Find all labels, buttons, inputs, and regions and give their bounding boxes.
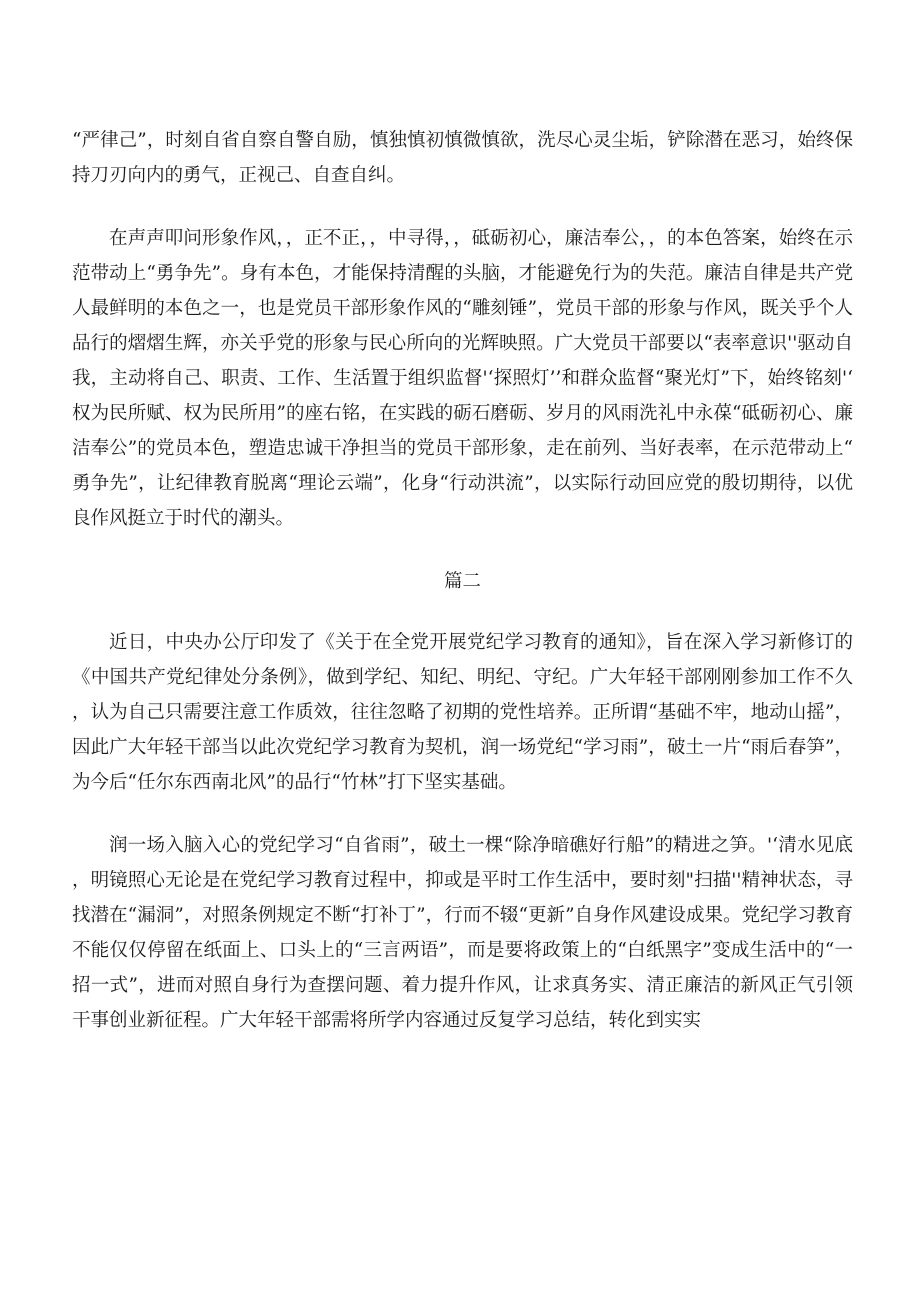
section-title: 篇二 — [443, 571, 481, 592]
document-body — [72, 123, 853, 1066]
paragraph-4: 润一场入脑入心的党纪学习“自省雨”，破土一棵“除净暗礁好行船”的精进之笋。'‘清水见底，明镜照心无论是在党纪学习教育过程中，抑或是平时工作生活中，要时刻"扫描''精神状态，寻找潜在“漏洞”，对照条例规定不断“打补丁”，行而不辍“更新”自身作风建设成果。党纪学习教育不能仅仅停留在纸面上、口头上的“三言两语”，而是要将政策上的“白纸黑字”变成生活中的“一招一式”，进而对照自身行为查摆问题、着力提升作风，让求真务实、清正廉洁的新风正气引领干事创业新征程。广大年轻干部需将所学内容通过反复学习总结，转化到实实 — [72, 835, 853, 1031]
paragraph-2: 在声声叩问形象作风，，正不正，，中寻得，，砥砺初心，廉洁奉公，，的本色答案，始终在示范带动上“勇争先”。身有本色，才能保持清醒的头脑，才能避免行为的失范。廉洁自律是共产党人最鲜明的本色之一，也是党员干部形象作风的“雕刻锤”，党员干部的形象与作风，既关乎个人品行的熠熠生辉，亦关乎党的形象与民心所向的光辉映照。广大党员干部要以“表率意识''驱动自我，主动将自己、职责、工作、生活置于组织监督'‘探照灯’’和群众监督“聚光灯”下，始终铭刻'‘权为民所赋、权为民所用”的座右铭，在实践的砺石磨砺、岁月的风雨洗礼中永葆“砥砺初心、廉洁奉公”的党员本色，塑造忠诚干净担当的党员干部形象，走在前列、当好表率，在示范带动上“勇争先”，让纪律教育脱离“理论云端”，化身“行动洪流”，以实际行动回应党的殷切期待，以优良作风挺立于时代的潮头。 — [72, 228, 853, 529]
paragraph-1: “严律己”，时刻自省自察自警自励，慎独慎初慎微慎欲，洗尽心灵尘垢，铲除潜在恶习，始终保持刀刃向内的勇气，正视己、自查自纠。 — [72, 130, 853, 186]
paragraph-3: 近日，中央办公厅印发了《关于在全党开展党纪学习教育的通知》，旨在深入学习新修订的《中国共产党纪律处分条例》，做到学纪、知纪、明纪、守纪。广大年轻干部刚刚参加工作不久，认为自己只需要注意工作质效，往往忽略了初期的党性培养。正所谓“基础不牢，地动山摇”，因此广大年轻干部当以此次党纪学习教育为契机，润一场党纪“学习雨”，破土一片“雨后春笋”，为今后“任尔东西南北风”的品行“竹林”打下坚实基础。 — [72, 632, 853, 793]
